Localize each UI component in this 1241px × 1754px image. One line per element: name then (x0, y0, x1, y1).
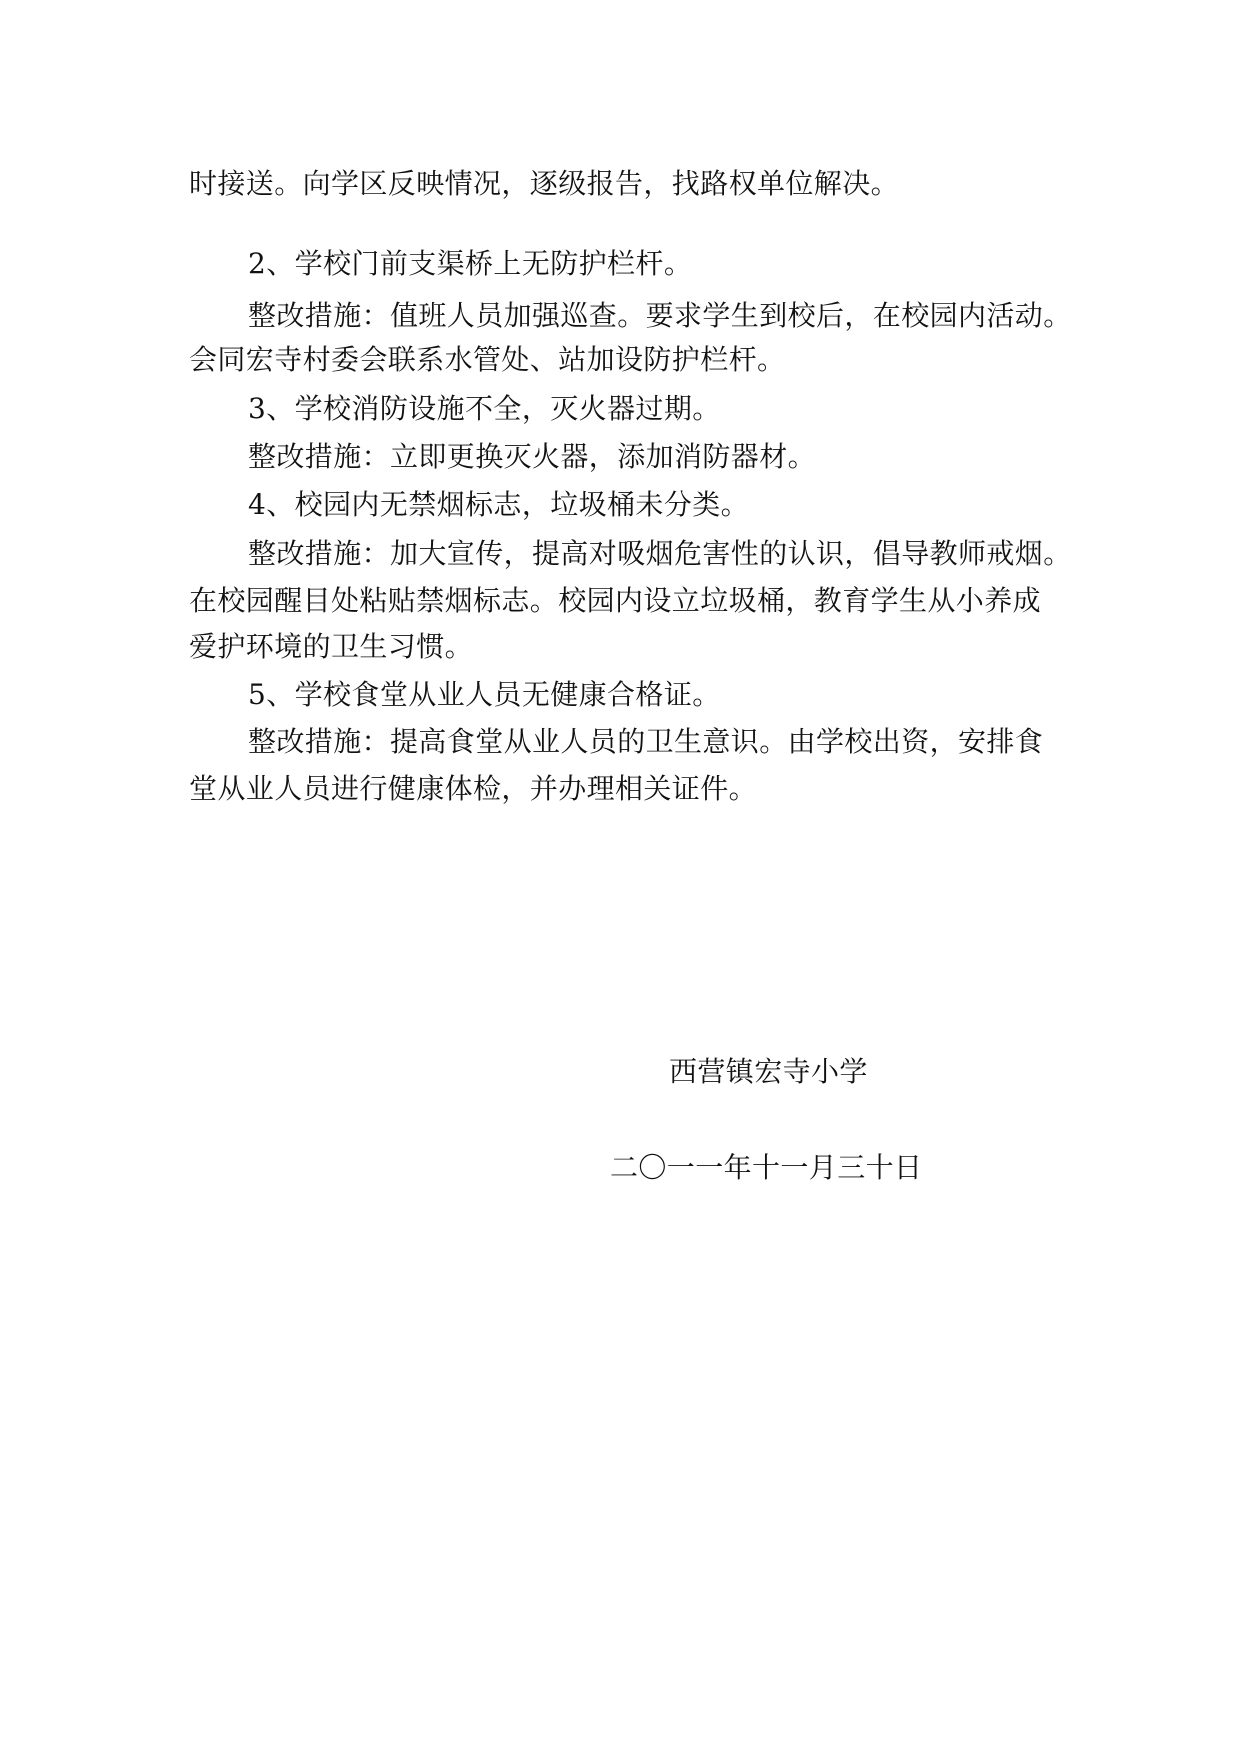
measure-line: 整改措施：提高食堂从业人员的卫生意识。由学校出资，安排食 (248, 725, 1044, 758)
paragraph-line: 时接送。向学区反映情况，逐级报告，找路权单位解决。 (189, 167, 900, 200)
paragraph-line: 会同宏寺村委会联系水管处、站加设防护栏杆。 (189, 343, 786, 376)
paragraph-line: 堂从业人员进行健康体检，并办理相关证件。 (189, 772, 758, 805)
signature-organization: 西营镇宏寺小学 (669, 1055, 868, 1088)
measure-line: 整改措施：立即更换灭火器，添加消防器材。 (248, 440, 817, 473)
measure-line: 整改措施：值班人员加强巡查。要求学生到校后，在校园内活动。 (248, 299, 1072, 332)
issue-heading: 5、学校食堂从业人员无健康合格证。 (248, 678, 721, 711)
paragraph-line: 在校园醒目处粘贴禁烟标志。校园内设立垃圾桶，教育学生从小养成 (189, 584, 1042, 617)
paragraph-line: 爱护环境的卫生习惯。 (189, 630, 474, 663)
issue-heading: 4、校园内无禁烟标志，垃圾桶未分类。 (248, 488, 750, 521)
signature-date: 二〇一一年十一月三十日 (610, 1151, 923, 1184)
issue-heading: 2、学校门前支渠桥上无防护栏杆。 (248, 247, 693, 280)
measure-line: 整改措施：加大宣传，提高对吸烟危害性的认识，倡导教师戒烟。 (248, 537, 1072, 570)
issue-heading: 3、学校消防设施不全，灭火器过期。 (248, 392, 721, 425)
